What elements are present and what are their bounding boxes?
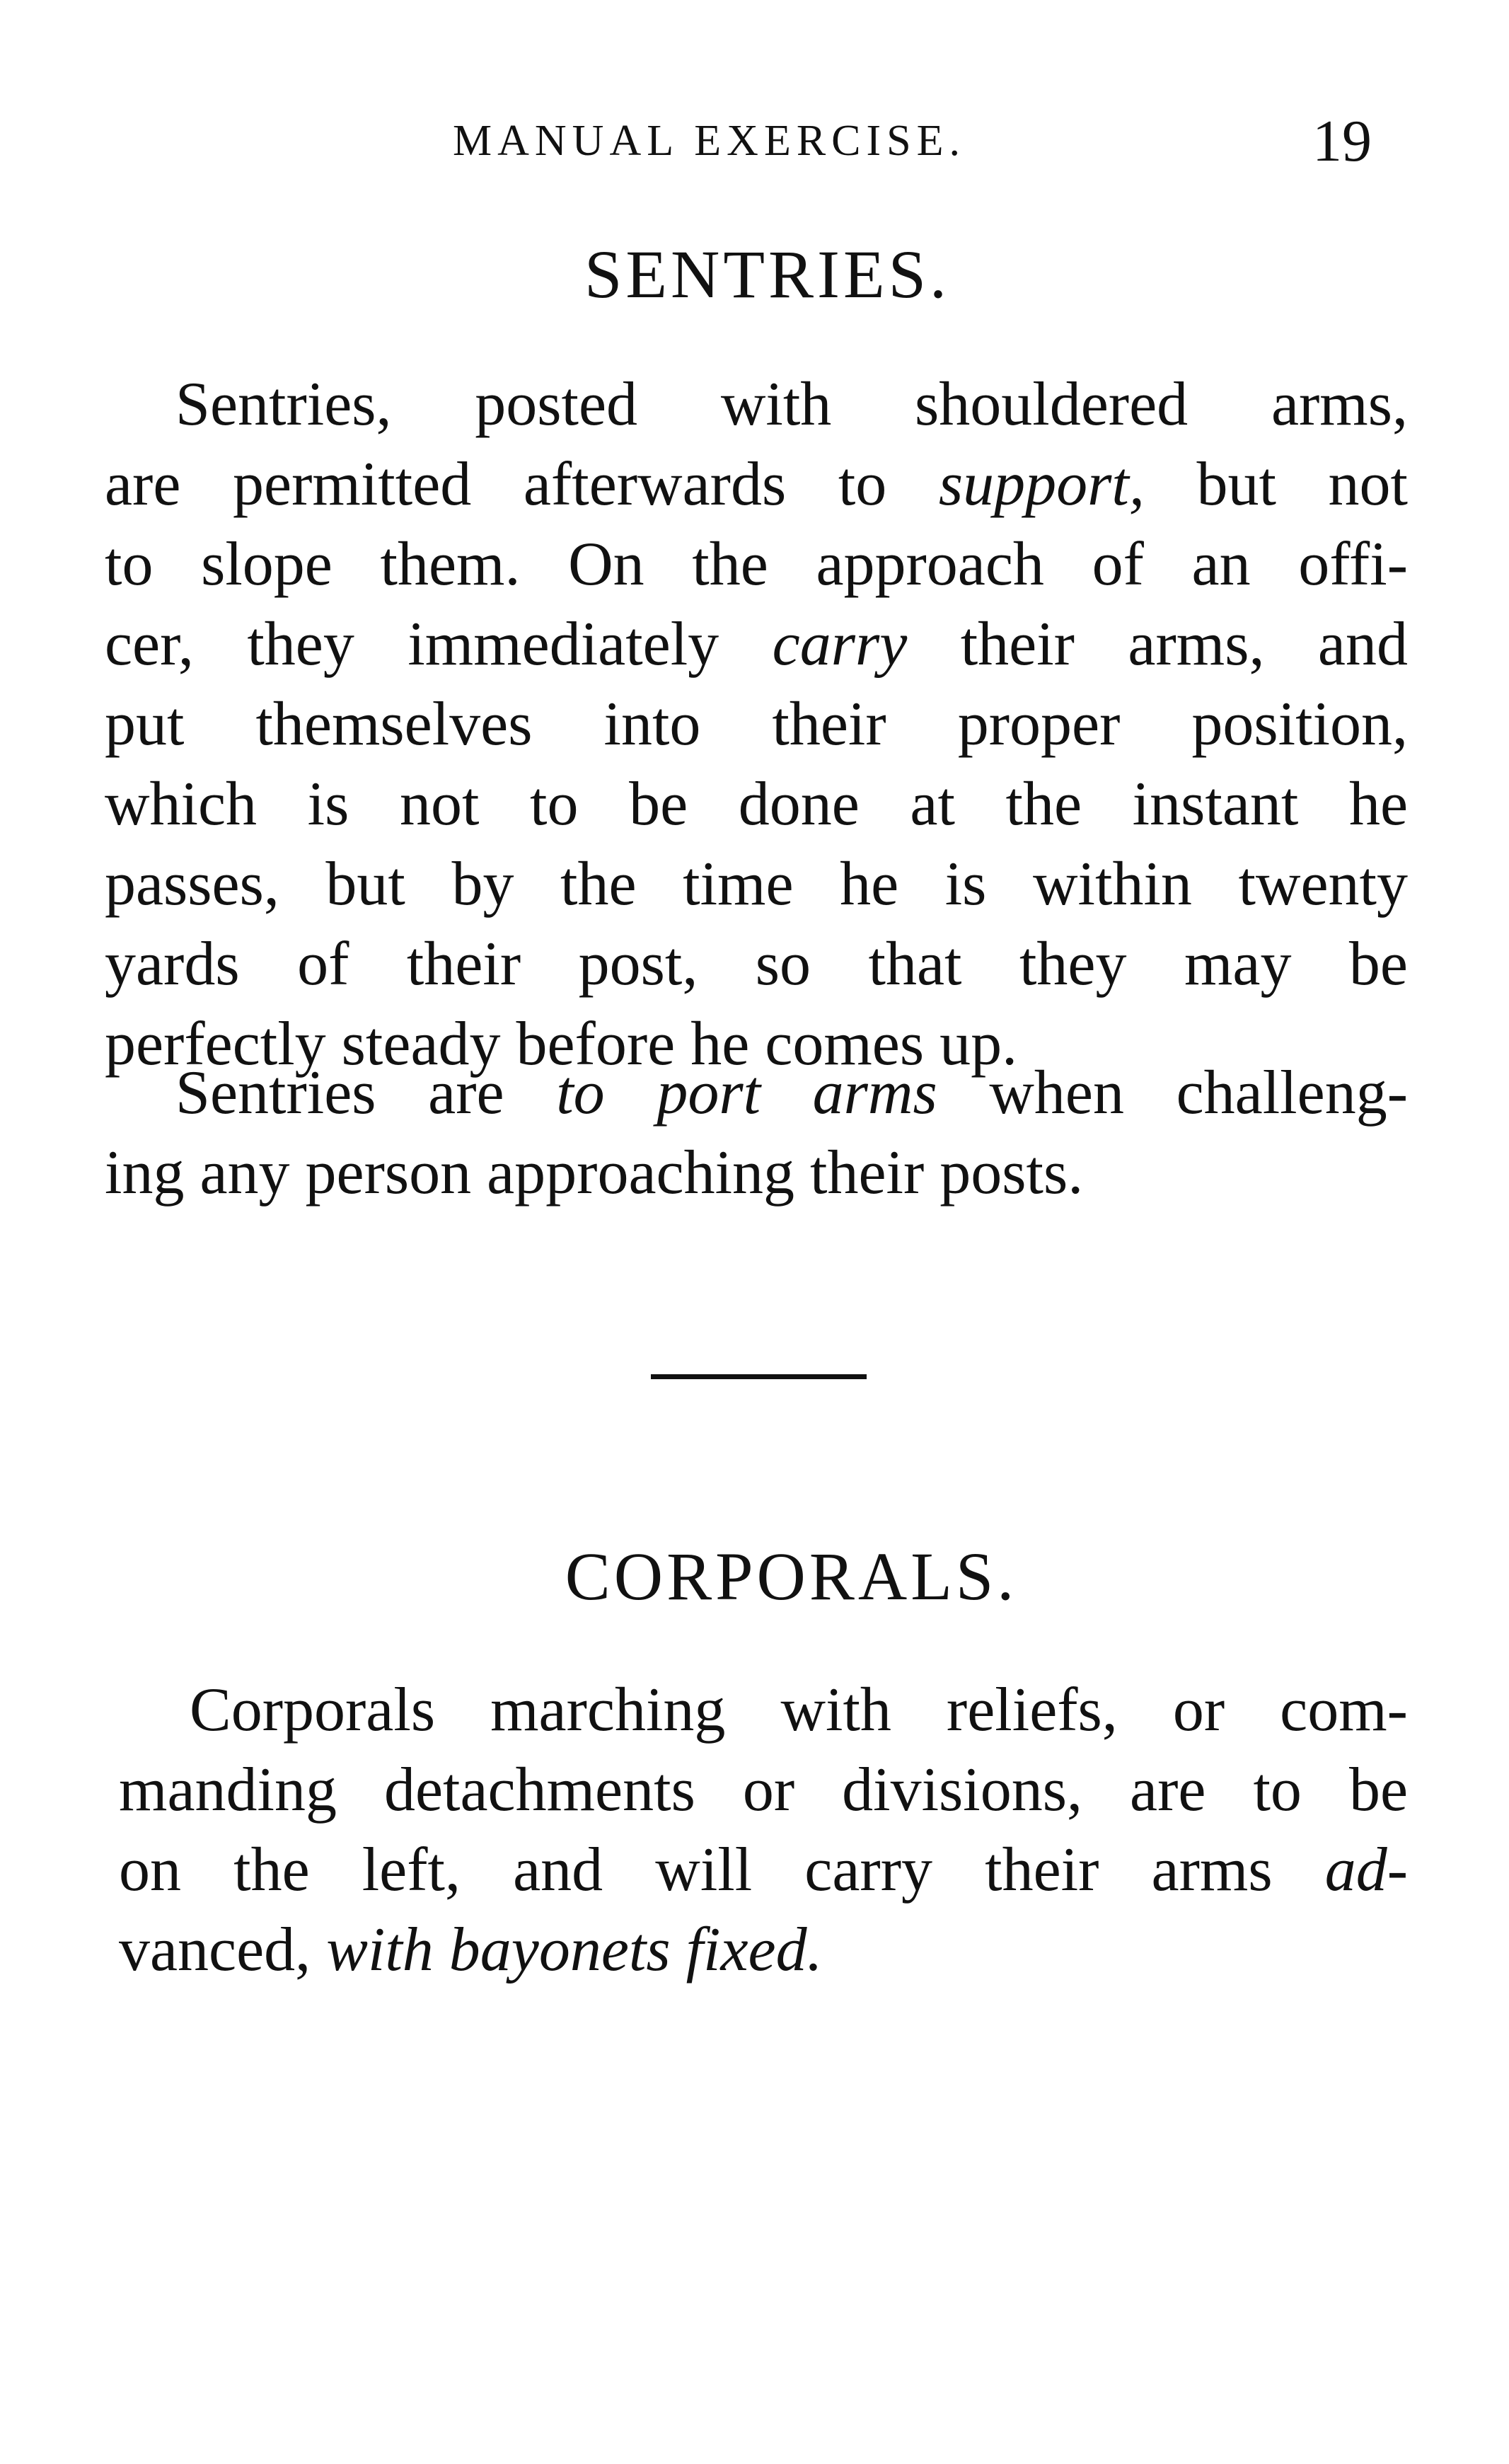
italic-term: carry [772,610,908,679]
text-line: which is not to be done at the instant he [105,770,1408,839]
text-line: on the left, and will carry their arms ad- [119,1836,1408,1904]
italic-term: to port arms [556,1059,937,1127]
text-line: vanced, with bayonets fixed. [119,1916,823,1984]
italic-term: support, [938,450,1145,519]
text-line: ing any person approaching their posts. [105,1139,1084,1207]
text-line: Sentries are to port arms when challeng- [175,1059,1408,1127]
text-line: perfectly steady before he comes up. [105,1010,1018,1078]
text-line: Corporals marching with reliefs, or com- [190,1676,1408,1744]
paragraph-corporals-duties [119,1670,1408,1990]
text-line: yards of their post, so that they may be [105,930,1408,998]
text-line: to slope them. On the approach of an offi- [105,530,1408,599]
text-line: put themselves into their proper position, [105,690,1408,759]
paragraph-sentries-duties [105,364,1408,1084]
italic-term: with bayonets fixed. [311,1916,823,1984]
text-line: Sentries, posted with shouldered arms, [175,370,1408,439]
italic-term: ad- [1324,1836,1408,1904]
running-head: MANUAL EXERCISE. [453,117,966,165]
text-line: are permitted afterwards to support, but not [105,450,1408,519]
paragraph-sentries-port-arms [105,1053,1408,1213]
page-number: 19 [1312,108,1372,174]
text-line: manding detachments or divisions, are to be [119,1756,1408,1824]
section-heading-corporals: CORPORALS. [565,1538,1018,1614]
text-line: cer, they immediately carry their arms, and [105,610,1408,679]
text-line: passes, but by the time he is within twenty [105,850,1408,919]
section-heading-sentries: SENTRIES. [584,236,951,312]
section-divider-rule [651,1374,867,1379]
